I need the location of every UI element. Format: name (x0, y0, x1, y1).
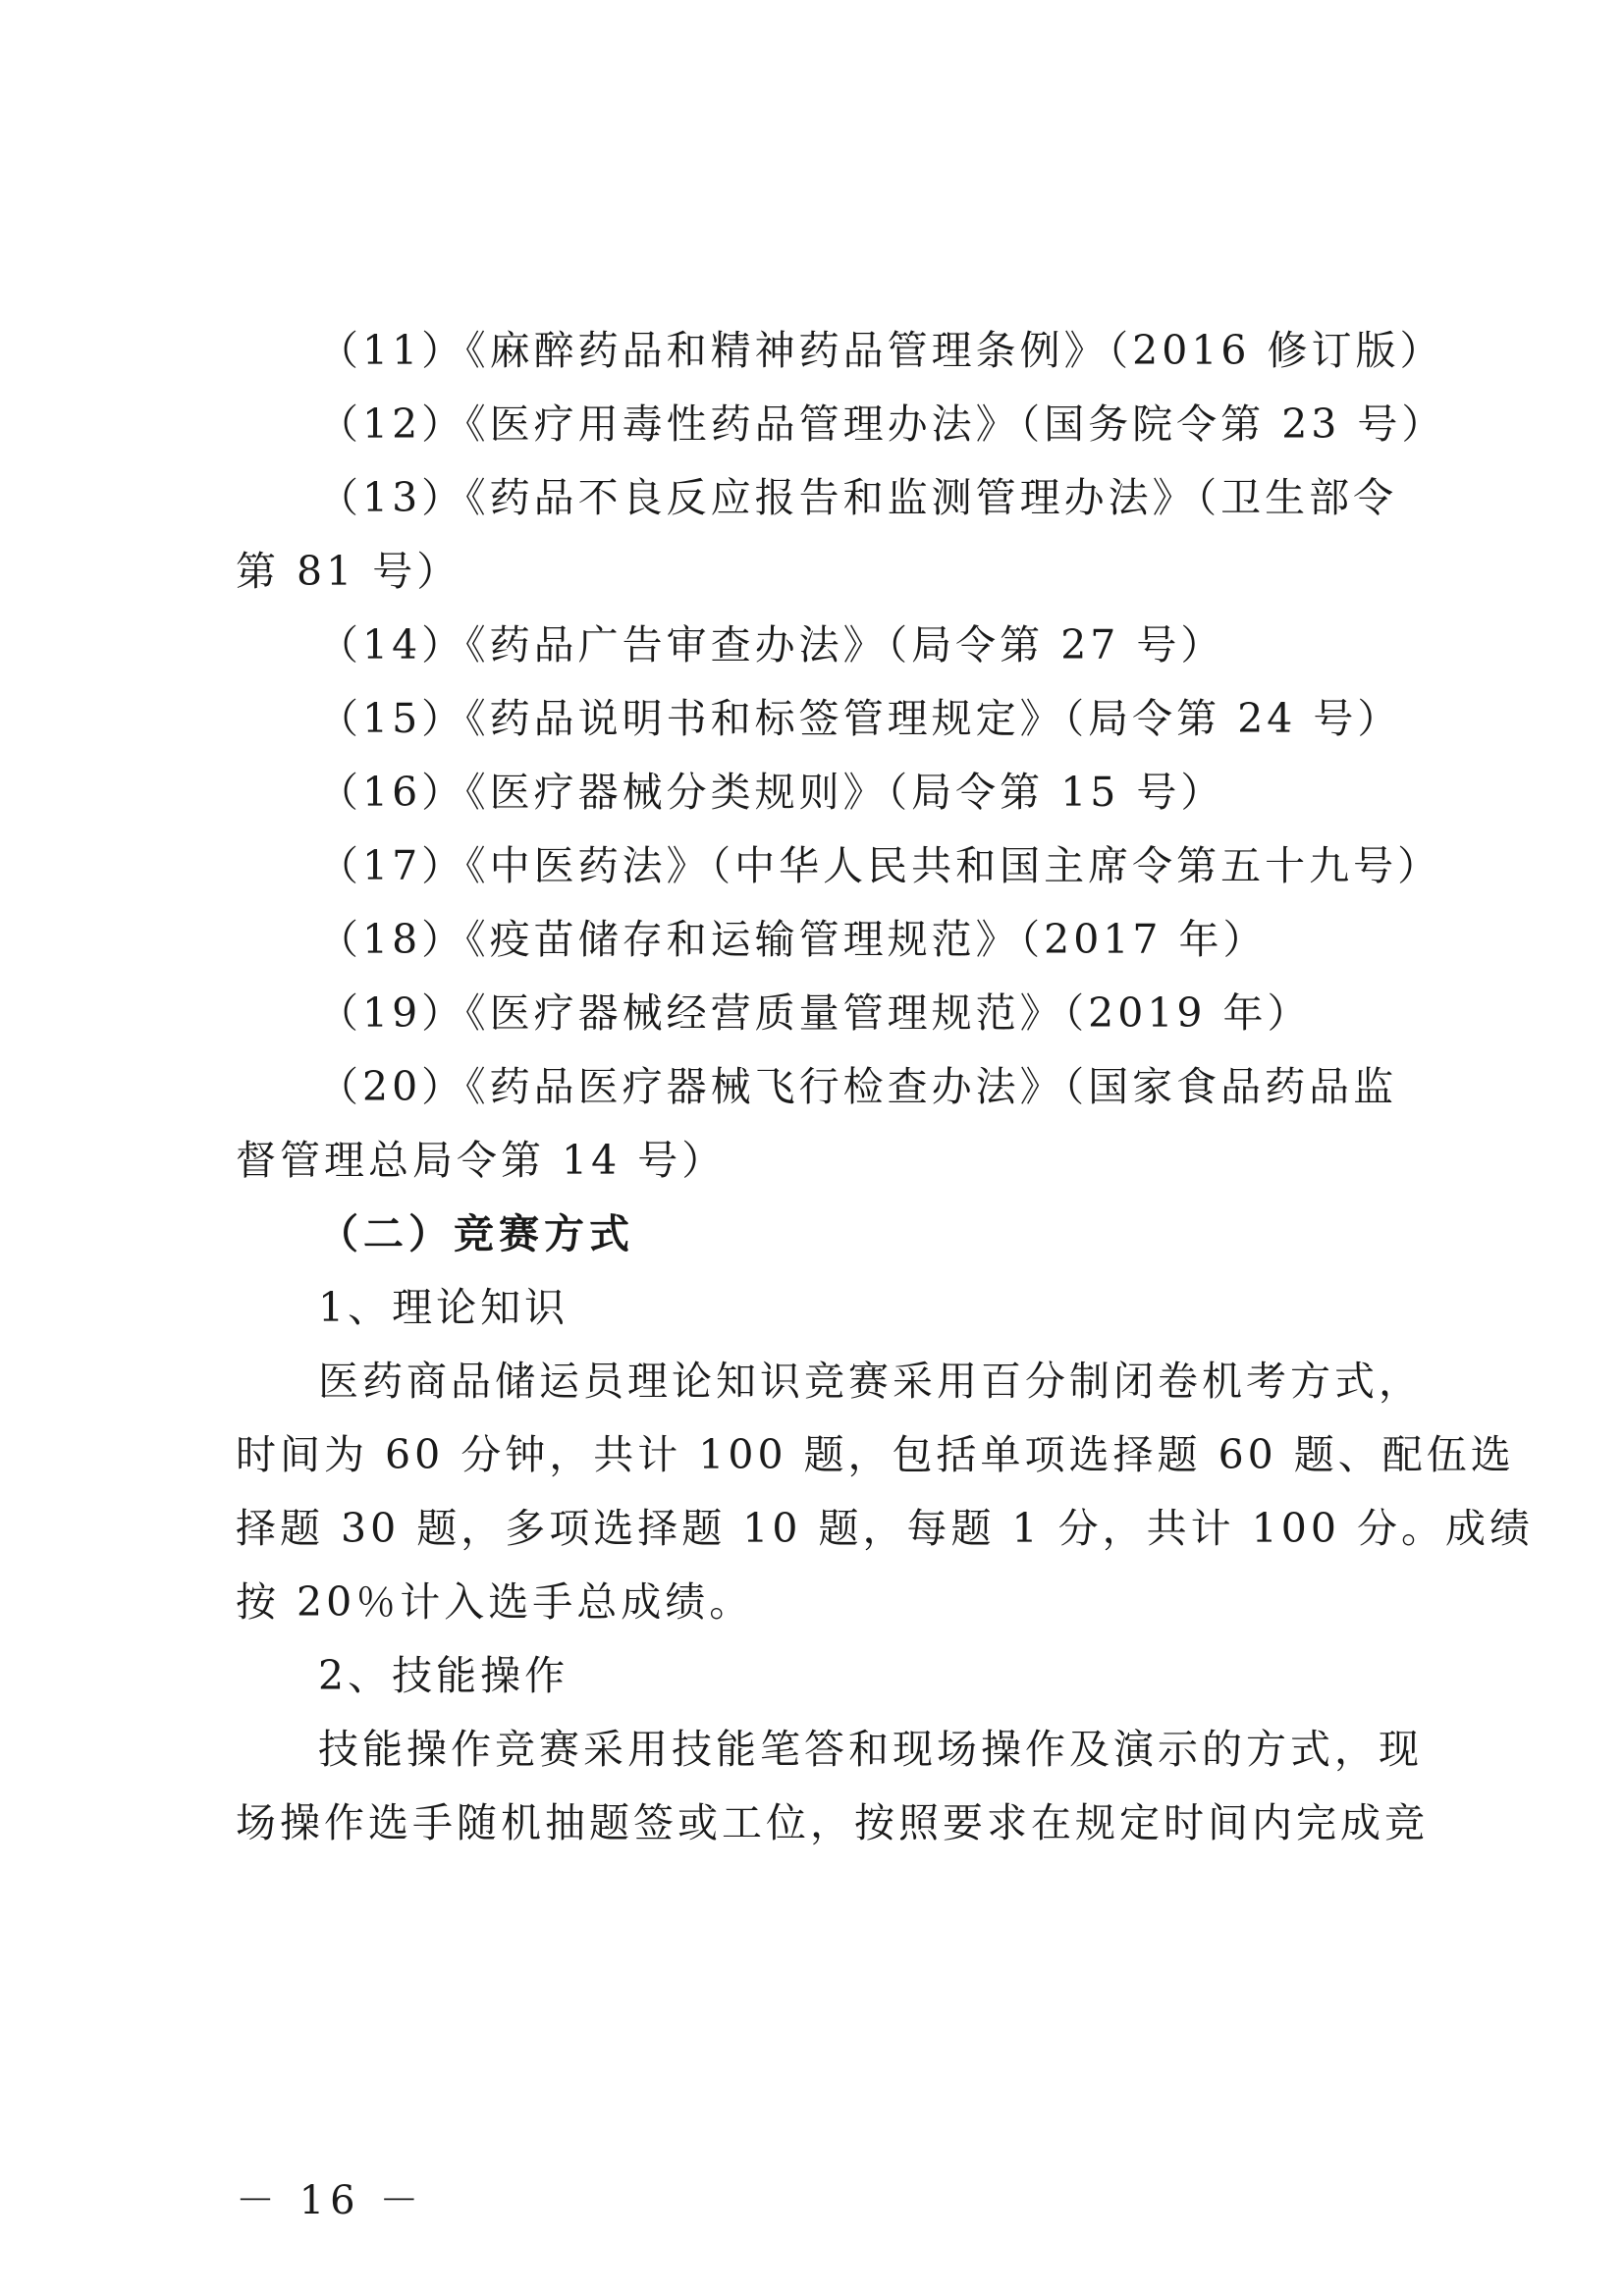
list-item-16: （16）《医疗器械分类规则》（局令第 15 号） (318, 769, 1225, 816)
list-item-20-continuation: 督管理总局令第 14 号） (236, 1137, 727, 1184)
subsection-title-theory: 1、理论知识 (318, 1284, 569, 1331)
paragraph-line: 时间为 60 分钟，共计 100 题，包括单项选择题 60 题、配伍选 (236, 1431, 1515, 1478)
paragraph-line: 按 20％计入选手总成绩。 (236, 1578, 754, 1626)
paragraph-line: 技能操作竞赛采用技能笔答和现场操作及演示的方式，现 (318, 1726, 1423, 1773)
paragraph-line: 场操作选手随机抽题签或工位，按照要求在规定时间内完成竞 (236, 1799, 1429, 1846)
list-item-15: （15）《药品说明书和标签管理规定》（局令第 24 号） (318, 695, 1402, 742)
list-item-17: （17）《中医药法》（中华人民共和国主席令第五十九号） (318, 842, 1442, 889)
list-item-18: （18）《疫苗储存和运输管理规范》（2017 年） (318, 916, 1268, 963)
paragraph-line: 医药商品储运员理论知识竞赛采用百分制闭卷机考方式， (318, 1358, 1423, 1405)
list-item-12: （12）《医疗用毒性药品管理办法》（国务院令第 23 号） (318, 400, 1446, 448)
page-number: － 16 － (236, 2178, 425, 2223)
subsection-title-skills: 2、技能操作 (318, 1652, 569, 1699)
list-item-14: （14）《药品广告审查办法》（局令第 27 号） (318, 621, 1225, 668)
list-item-13: （13）《药品不良反应报告和监测管理办法》（卫生部令 (318, 474, 1398, 521)
list-item-20: （20）《药品医疗器械飞行检查办法》（国家食品药品监 (318, 1063, 1398, 1110)
list-item-19: （19）《医疗器械经营质量管理规范》（2019 年） (318, 989, 1312, 1037)
list-item-11: （11）《麻醉药品和精神药品管理条例》（2016 修订版） (318, 327, 1444, 374)
paragraph-line: 择题 30 题，多项选择题 10 题，每题 1 分，共计 100 分。成绩 (236, 1505, 1534, 1552)
section-heading: （二）竞赛方式 (318, 1210, 634, 1257)
page-body (236, 314, 1534, 1860)
list-item-13-continuation: 第 81 号） (236, 548, 461, 595)
